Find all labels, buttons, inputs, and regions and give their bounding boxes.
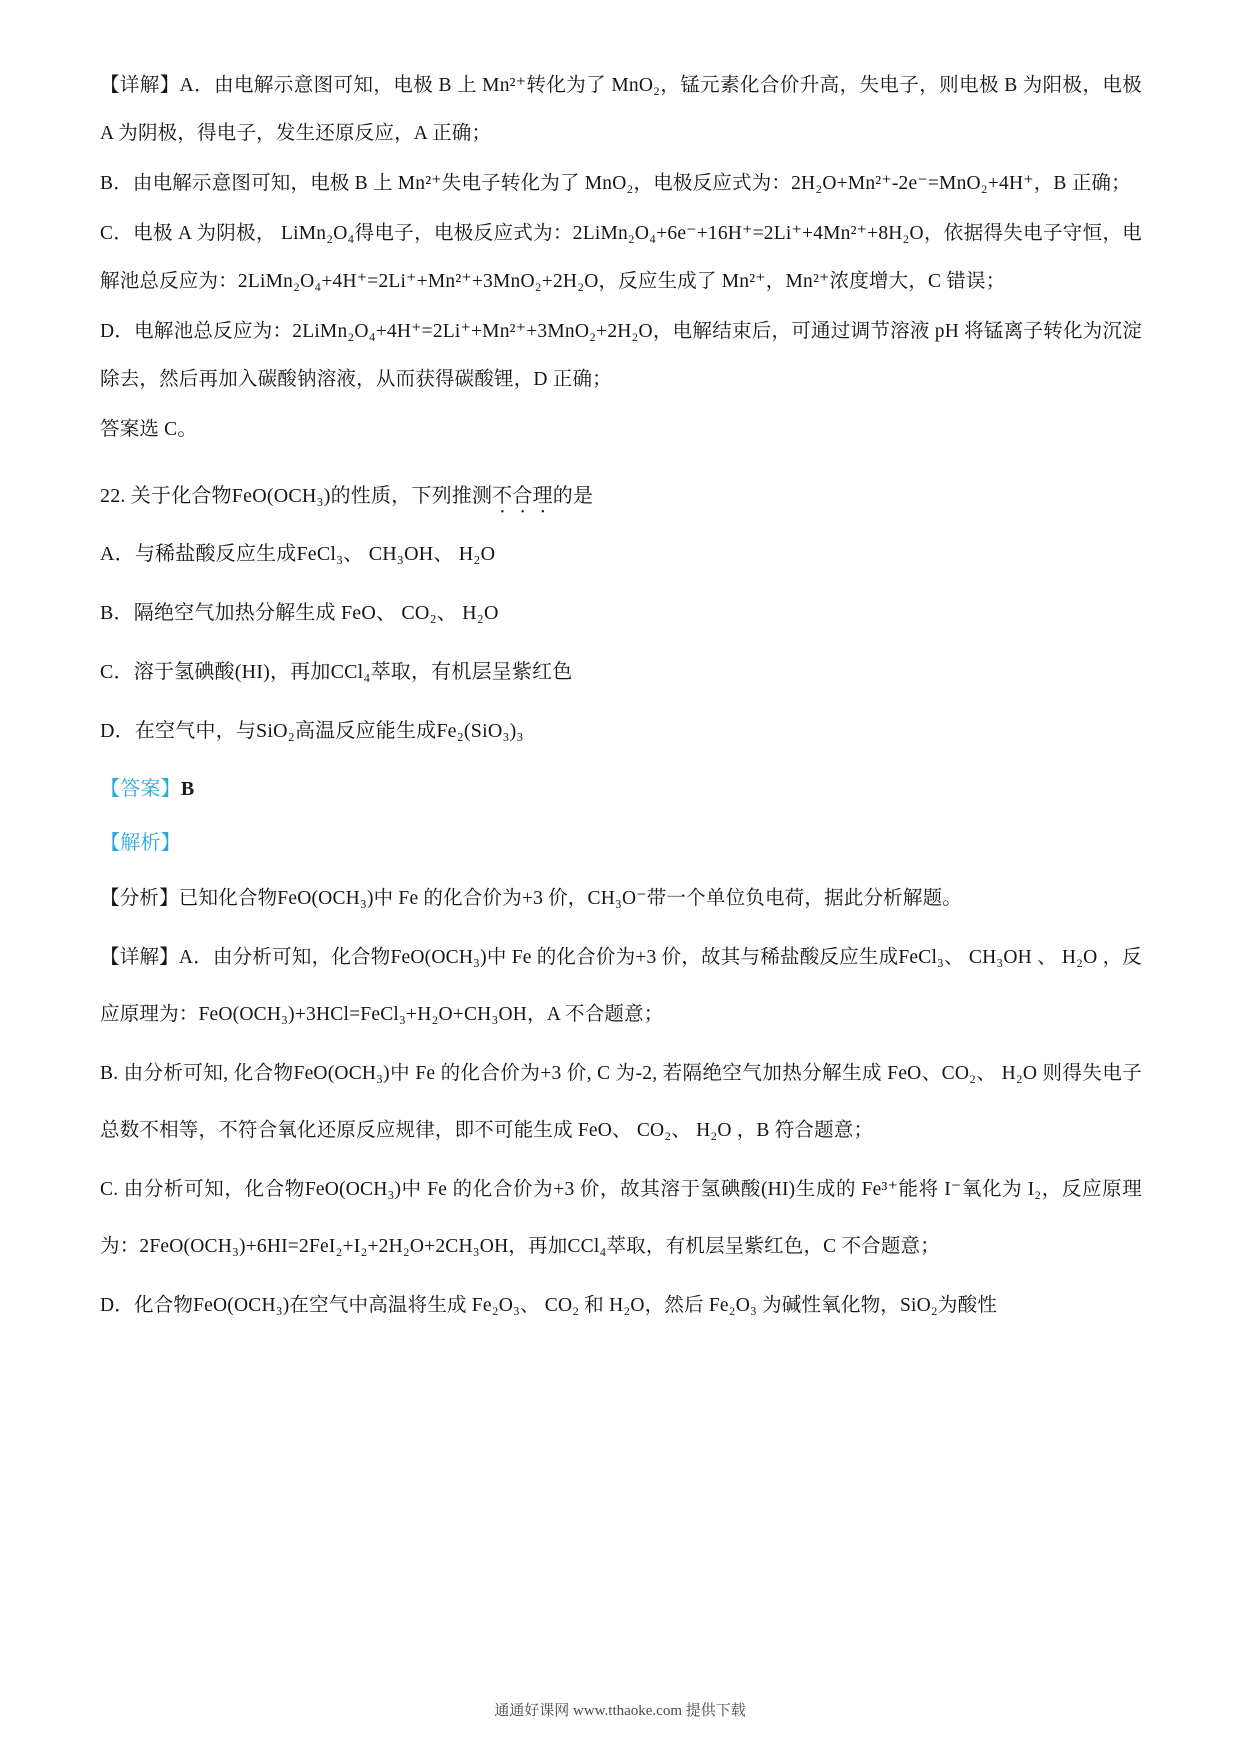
- question-22-detail-c: C. 由分析可知，化合物FeO(OCH₃)中 Fe 的化合价为+3 价，故其溶于氢碘酸(HI)生成的 Fe³⁺能将 I⁻氧化为 I₂，反应原理为：2FeO(OCH₃)+6HI=2FeI₂+I₂+2H₂O+2CH₃OH，再加CCl₄萃取，有机层呈紫红色，C 不合题意；: [100, 1179, 1142, 1257]
- answer-value: B: [180, 778, 195, 800]
- question-22-detail-b: B. 由分析可知, 化合物FeO(OCH₃)中 Fe 的化合价为+3 价, C 为-2, 若隔绝空气加热分解生成 FeO、CO₂、 H₂O 则得失电子总数不相等，不符合氧化还原反应规律，即不可能生成 FeO、 CO₂、 H₂O ，B 符合题意；: [100, 1063, 1142, 1141]
- page-content: [100, 62, 1142, 1334]
- solution21-detail-a: 【详解】A．由电解示意图可知，电极 B 上 Mn²⁺转化为了 MnO₂，锰元素化合价升高，失电子，则电极 B 为阳极，电极 A 为阴极，得电子，发生还原反应，A 正确；: [100, 75, 1142, 144]
- solution21-detail-d: D．电解池总反应为：2LiMn₂O₄+4H⁺=2Li⁺+Mn²⁺+3MnO₂+2H₂O，电解结束后，可通过调节溶液 pH 将锰离子转化为沉淀除去，然后再加入碳酸钠溶液，从而获得碳酸锂，D 正确；: [100, 321, 1142, 390]
- answer-label: 【答案】: [100, 778, 181, 800]
- question-22-stem-prefix: 22. 关于化合物FeO(OCH₃)的性质，下列推测: [100, 485, 493, 507]
- question-22-analysis-label: [100, 818, 1142, 868]
- analysis-label: 【解析】: [100, 832, 181, 854]
- question-22-option-c: C．溶于氢碘酸(HI)，再加CCl₄萃取，有机层呈紫红色: [100, 661, 573, 683]
- question-22-option-a: A．与稀盐酸反应生成FeCl₃、 CH₃OH、 H₂O: [100, 543, 496, 565]
- question-22-detail-d: D．化合物FeO(OCH₃)在空气中高温将生成 Fe₂O₃、 CO₂ 和 H₂O，然后 Fe₂O₃ 为碱性氧化物，SiO₂为酸性: [100, 1295, 998, 1316]
- question-22-answer: [100, 764, 1142, 814]
- question-22-stem-emphasis: 不合理: [492, 485, 553, 507]
- question-22-option-b: B．隔绝空气加热分解生成 FeO、 CO₂、 H₂O: [100, 602, 499, 624]
- question-22-stem-suffix: 的是: [552, 485, 594, 507]
- question-22-option-d: D．在空气中，与SiO₂高温反应能生成Fe₂(SiO₃)₃: [100, 720, 524, 742]
- solution21-detail-c: C．电极 A 为阴极， LiMn₂O₄得电子，电极反应式为：2LiMn₂O₄+6e⁻+16H⁺=2Li⁺+4Mn²⁺+8H₂O，依据得失电子守恒，电解池总反应为：2LiMn₂O₄+4H⁺=2Li⁺+Mn²⁺+3MnO₂+2H₂O，反应生成了 Mn²⁺，Mn²⁺浓度增大，C 错误；: [100, 223, 1142, 292]
- question-22-stem: [100, 468, 1142, 524]
- solution21-answer-line: 答案选 C。: [100, 419, 198, 440]
- solution21-detail-b: B．由电解示意图可知，电极 B 上 Mn²⁺失电子转化为了 MnO₂，电极反应式为：2H₂O+Mn²⁺-2e⁻=MnO₂+4H⁺，B 正确；: [100, 173, 1131, 194]
- page-footer: 通通好课网 www.tthaoke.com 提供下载: [494, 1703, 746, 1719]
- question-22-analysis: 【分析】已知化合物FeO(OCH₃)中 Fe 的化合价为+3 价，CH₃O⁻带一个单位负电荷，据此分析解题。: [100, 888, 962, 909]
- question-22-detail-a: 【详解】A．由分析可知，化合物FeO(OCH₃)中 Fe 的化合价为+3 价，故其与稀盐酸反应生成FeCl₃、 CH₃OH 、 H₂O ，反应原理为：FeO(OCH₃)+3HCl=FeCl₃+H₂O+CH₃OH，A 不合题意；: [100, 947, 1142, 1025]
